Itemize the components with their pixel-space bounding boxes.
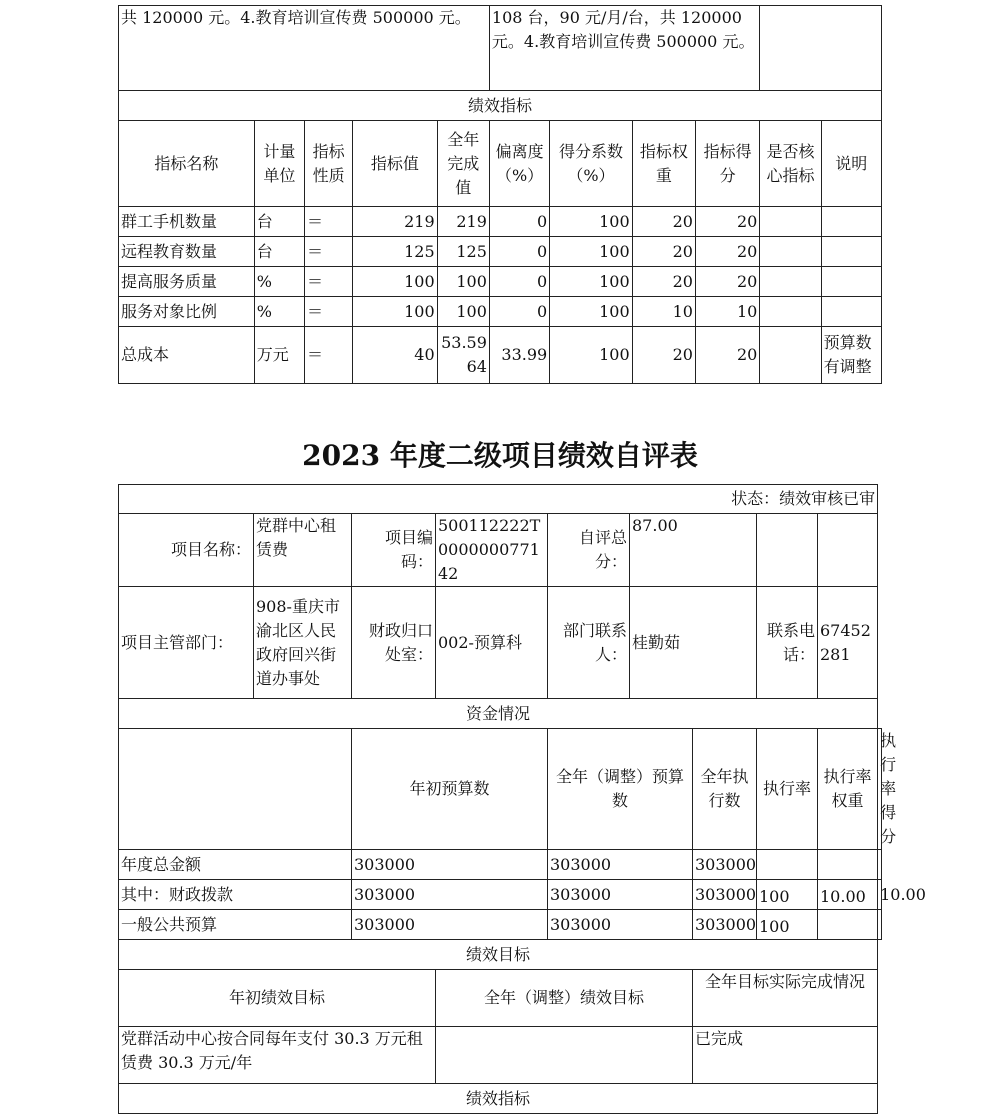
fund-adjusted: 303000 <box>548 850 693 880</box>
indicator-deviation: 0 <box>489 297 549 327</box>
indicator-coef: 100 <box>550 237 632 267</box>
indicator-unit: % <box>254 297 304 327</box>
fund-weight <box>818 850 878 880</box>
indicator-coef: 100 <box>550 327 632 384</box>
indicator-core <box>760 207 821 237</box>
indicator-score: 20 <box>695 327 759 384</box>
col-header-deviation: 偏离度（%） <box>489 121 549 207</box>
project-name-label: 项目名称： <box>119 514 254 587</box>
indicator-actual: 125 <box>437 237 489 267</box>
fund-adjusted: 303000 <box>548 880 693 910</box>
indicator-nature: ＝ <box>304 207 352 237</box>
indicator-actual: 53.5964 <box>437 327 489 384</box>
indicator-nature: ＝ <box>304 297 352 327</box>
fund-row-label: 年度总金额 <box>119 850 352 880</box>
indicator-unit: 台 <box>254 207 304 237</box>
empty-cell <box>818 514 878 587</box>
indicator-name: 远程教育数量 <box>119 237 255 267</box>
fund-rate: 100 <box>757 880 818 910</box>
indicator-score: 20 <box>695 237 759 267</box>
col-header-weight: 指标权重 <box>632 121 695 207</box>
fund-row-label: 其中：财政拨款 <box>119 880 352 910</box>
fund-adjusted: 303000 <box>548 910 693 940</box>
self-score: 87.00 <box>630 514 757 587</box>
indicator-target: 219 <box>353 207 437 237</box>
fund-row-label: 一般公共预算 <box>119 910 352 940</box>
indicator-weight: 20 <box>632 327 695 384</box>
table-row <box>119 327 882 384</box>
goal-initial: 党群活动中心按合同每年支付 30.3 万元租赁费 30.3 万元/年 <box>119 1027 436 1084</box>
project-code-label: 项目编码： <box>352 514 436 587</box>
indicator-actual: 100 <box>437 267 489 297</box>
col-header-indicator-name: 指标名称 <box>119 121 255 207</box>
indicator-core <box>760 327 821 384</box>
col-header-actual: 全年完成值 <box>437 121 489 207</box>
finance-office-label: 财政归口处室： <box>352 587 436 699</box>
phone-label: 联系电话： <box>757 587 818 699</box>
project-name: 党群中心租赁费 <box>254 514 352 587</box>
col-header-target: 指标值 <box>353 121 437 207</box>
fund-header-score: 执行率得分 <box>878 729 882 850</box>
fund-weight: 10.00 <box>818 880 878 910</box>
section-header-indicators: 绩效指标 <box>119 91 882 121</box>
indicator-actual: 100 <box>437 297 489 327</box>
indicator-actual: 219 <box>437 207 489 237</box>
indicator-deviation: 33.99 <box>489 327 549 384</box>
fund-score: 10.00 <box>878 880 882 910</box>
fund-weight <box>818 910 878 940</box>
col-header-coef: 得分系数（%） <box>550 121 632 207</box>
fund-rate <box>757 850 818 880</box>
contact-label: 部门联系人： <box>548 587 630 699</box>
indicator-name: 服务对象比例 <box>119 297 255 327</box>
empty-cell <box>757 514 818 587</box>
col-header-note: 说明 <box>821 121 881 207</box>
goal-header-actual: 全年目标实际完成情况 <box>693 970 878 1027</box>
carry-over-text-right: 108 台，90 元/月/台，共 120000 元。4.教育培训宣传费 500000 元。 <box>489 6 759 91</box>
indicator-unit: 台 <box>254 237 304 267</box>
indicator-deviation: 0 <box>489 237 549 267</box>
fund-executed: 303000 <box>693 910 757 940</box>
col-header-core: 是否核心指标 <box>760 121 821 207</box>
page-title: 2023 年度二级项目绩效自评表 <box>302 439 698 472</box>
col-header-unit: 计量单位 <box>254 121 304 207</box>
indicator-nature: ＝ <box>304 267 352 297</box>
indicator-name: 提高服务质量 <box>119 267 255 297</box>
indicator-note <box>821 207 881 237</box>
fund-initial: 303000 <box>352 910 548 940</box>
indicator-score: 20 <box>695 267 759 297</box>
fund-rate: 100 <box>757 910 818 940</box>
self-evaluation-form <box>118 484 926 1114</box>
indicator-score: 20 <box>695 207 759 237</box>
indicator-unit: 万元 <box>254 327 304 384</box>
fund-executed: 303000 <box>693 880 757 910</box>
indicator-coef: 100 <box>550 207 632 237</box>
fund-initial: 303000 <box>352 850 548 880</box>
indicator-note <box>821 237 881 267</box>
finance-office: 002-预算科 <box>436 587 548 699</box>
indicator-core <box>760 237 821 267</box>
fund-score <box>878 910 882 940</box>
fund-header-adjusted: 全年（调整）预算数 <box>548 729 693 850</box>
indicator-name: 总成本 <box>119 327 255 384</box>
fund-score <box>878 850 882 880</box>
fund-header-executed: 全年执行数 <box>693 729 757 850</box>
goal-header-initial: 年初绩效目标 <box>119 970 436 1027</box>
indicator-target: 40 <box>353 327 437 384</box>
indicator-nature: ＝ <box>304 327 352 384</box>
table-row <box>119 910 882 940</box>
indicator-coef: 100 <box>550 297 632 327</box>
indicator-core <box>760 267 821 297</box>
indicator-note <box>821 267 881 297</box>
section-header-goals: 绩效目标 <box>119 940 878 970</box>
indicator-weight: 20 <box>632 207 695 237</box>
indicator-deviation: 0 <box>489 207 549 237</box>
table-row <box>119 297 882 327</box>
indicator-name: 群工手机数量 <box>119 207 255 237</box>
goal-header-adjusted: 全年（调整）绩效目标 <box>436 970 693 1027</box>
goal-actual: 已完成 <box>693 1027 878 1084</box>
indicator-target: 100 <box>353 267 437 297</box>
col-header-nature: 指标性质 <box>304 121 352 207</box>
fund-header-blank <box>119 729 352 850</box>
indicator-weight: 20 <box>632 237 695 267</box>
indicator-target: 100 <box>353 297 437 327</box>
fund-header-initial: 年初预算数 <box>352 729 548 850</box>
indicator-weight: 20 <box>632 267 695 297</box>
goal-adjusted <box>436 1027 693 1084</box>
indicator-coef: 100 <box>550 267 632 297</box>
fund-header-weight: 执行率权重 <box>818 729 878 850</box>
table-row <box>119 267 882 297</box>
indicator-note: 预算数有调整 <box>821 327 881 384</box>
fund-initial: 303000 <box>352 880 548 910</box>
section-header-indicators-2: 绩效指标 <box>119 1084 878 1114</box>
indicator-unit: % <box>254 267 304 297</box>
status-badge: 状态：绩效审核已审 <box>119 485 878 514</box>
contact: 桂勤茹 <box>630 587 757 699</box>
dept-label: 项目主管部门： <box>119 587 254 699</box>
self-score-label: 自评总分： <box>548 514 630 587</box>
indicator-weight: 10 <box>632 297 695 327</box>
phone: 67452281 <box>818 587 878 699</box>
indicator-core <box>760 297 821 327</box>
section-header-funds: 资金情况 <box>119 699 878 729</box>
table-row <box>119 850 882 880</box>
performance-indicator-table <box>118 5 882 384</box>
project-code: 500112222T000000077142 <box>436 514 548 587</box>
fund-executed: 303000 <box>693 850 757 880</box>
indicator-nature: ＝ <box>304 237 352 267</box>
indicator-deviation: 0 <box>489 267 549 297</box>
col-header-score: 指标得分 <box>695 121 759 207</box>
indicator-note <box>821 297 881 327</box>
fund-header-rate: 执行率 <box>757 729 818 850</box>
dept: 908-重庆市渝北区人民政府回兴街道办事处 <box>254 587 352 699</box>
table-row <box>119 237 882 267</box>
indicator-target: 125 <box>353 237 437 267</box>
table-row <box>119 880 882 910</box>
carry-over-text-left: 共 120000 元。4.教育培训宣传费 500000 元。 <box>119 6 490 91</box>
indicator-score: 10 <box>695 297 759 327</box>
empty-cell <box>760 6 882 91</box>
table-row <box>119 207 882 237</box>
